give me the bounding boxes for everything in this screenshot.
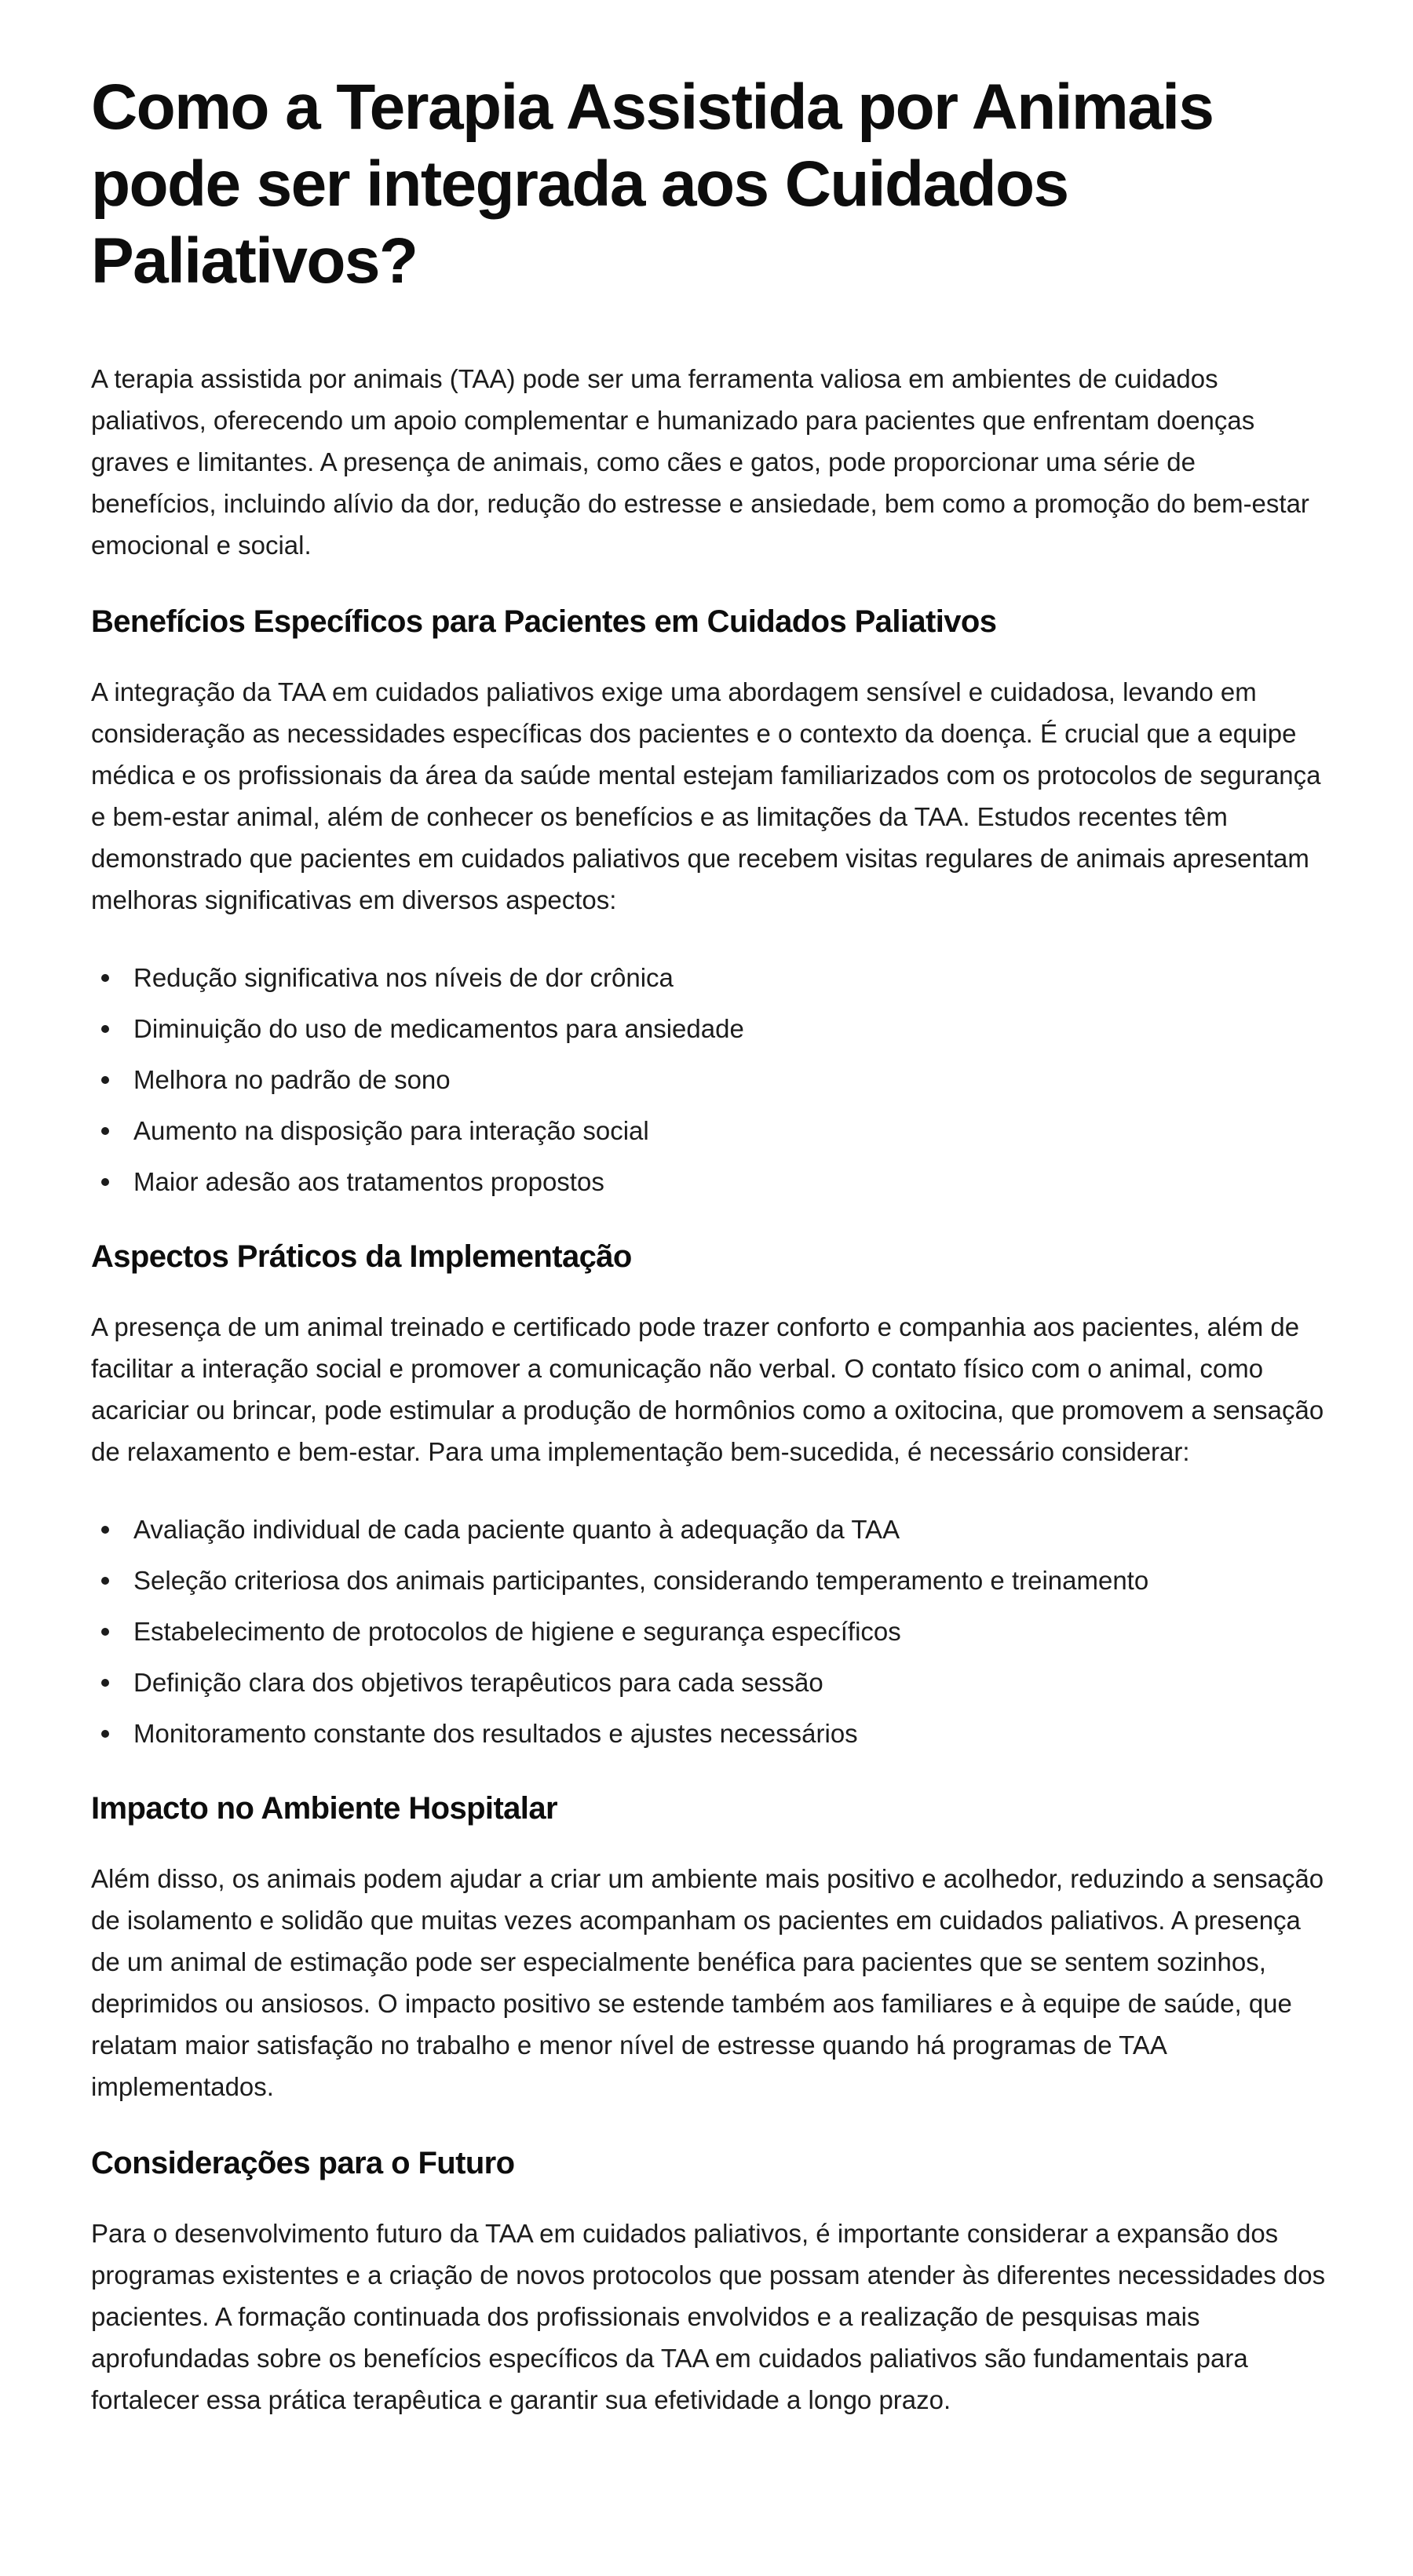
- list-item-text: Monitoramento constante dos resultados e ajustes necessários: [133, 1719, 858, 1748]
- list-item-text: Estabelecimento de protocolos de higiene e segurança específicos: [133, 1617, 901, 1646]
- list-item-text: Aumento na disposição para interação social: [133, 1116, 649, 1145]
- list-item: [133, 1560, 1327, 1601]
- list-item: [133, 1509, 1327, 1550]
- section-benefits: [91, 602, 1327, 1202]
- section-heading: Considerações para o Futuro: [91, 2146, 515, 2180]
- list-item-text: Diminuição do uso de medicamentos para ansiedade: [133, 1014, 744, 1043]
- list-item: [133, 1662, 1327, 1703]
- section-paragraph: A presença de um animal treinado e certificado pode trazer conforto e companhia aos pacientes, além de facilitar a interação social e promover a comunicação não verbal. O contato físico com o animal, como acariciar ou brincar, pode estimular a produção de hormônios como a oxitocina, que promovem a sensação de relaxamento e bem-estar. Para uma implementação bem-sucedida, é necessário considerar:: [91, 1312, 1324, 1466]
- bullet-icon: [101, 1628, 109, 1636]
- section-heading: Aspectos Práticos da Implementação: [91, 1239, 632, 1274]
- bullet-icon: [101, 1025, 109, 1033]
- list-item: [133, 1008, 1327, 1049]
- list-item-text: Melhora no padrão de sono: [133, 1065, 451, 1094]
- list-item: [133, 957, 1327, 998]
- bullet-icon: [101, 1526, 109, 1534]
- section-heading: Benefícios Específicos para Pacientes em Cuidados Paliativos: [91, 604, 997, 639]
- list-item-text: Seleção criteriosa dos animais participantes, considerando temperamento e treinamento: [133, 1566, 1149, 1595]
- section-heading: Impacto no Ambiente Hospitalar: [91, 1791, 557, 1826]
- section-paragraph: Para o desenvolvimento futuro da TAA em cuidados paliativos, é importante considerar a expansão dos programas existentes e a criação de novos protocolos que possam atender às diferentes necessidades dos pacientes. A formação continuada dos profissionais envolvidos e a realização de pesquisas mais aprofundadas sobre os benefícios específicos da TAA em cuidados paliativos são fundamentais para fortalecer essa prática terapêutica e garantir sua efetividade a longo prazo.: [91, 2219, 1326, 2414]
- bullet-icon: [101, 1178, 109, 1186]
- bullet-icon: [101, 1076, 109, 1084]
- list-item: [133, 1110, 1327, 1151]
- article-title: Como a Terapia Assistida por Animais pode ser integrada aos Cuidados Paliativos?: [91, 71, 1214, 297]
- bullet-icon: [101, 1679, 109, 1687]
- list-item-text: Avaliação individual de cada paciente quanto à adequação da TAA: [133, 1515, 900, 1544]
- list-item-text: Redução significativa nos níveis de dor crônica: [133, 963, 674, 992]
- list-item: [133, 1161, 1327, 1202]
- list-item: [133, 1713, 1327, 1754]
- section-implementation: [91, 1237, 1327, 1754]
- benefits-list: [91, 957, 1327, 1202]
- section-future: [91, 2144, 1327, 2421]
- bullet-icon: [101, 1577, 109, 1585]
- intro-paragraph: A terapia assistida por animais (TAA) pode ser uma ferramenta valiosa em ambientes de cuidados paliativos, oferecendo um apoio complementar e humanizado para pacientes que enfrentam doenças graves e limitantes. A presença de animais, como cães e gatos, pode proporcionar uma série de benefícios, incluindo alívio da dor, redução do estresse e ansiedade, bem como a promoção do bem-estar emocional e social.: [91, 364, 1309, 560]
- list-item: [133, 1611, 1327, 1652]
- implementation-list: [91, 1509, 1327, 1754]
- section-paragraph: A integração da TAA em cuidados paliativos exige uma abordagem sensível e cuidadosa, levando em consideração as necessidades específicas dos pacientes e o contexto da doença. É crucial que a equipe médica e os profissionais da área da saúde mental estejam familiarizados com os protocolos de segurança e bem-estar animal, além de conhecer os benefícios e as limitações da TAA. Estudos recentes têm demonstrado que pacientes em cuidados paliativos que recebem visitas regulares de animais apresentam melhoras significativas em diversos aspectos:: [91, 677, 1321, 914]
- bullet-icon: [101, 974, 109, 982]
- bullet-icon: [101, 1730, 109, 1738]
- section-hospital-impact: [91, 1789, 1327, 2107]
- list-item-text: Definição clara dos objetivos terapêuticos para cada sessão: [133, 1668, 823, 1697]
- list-item-text: Maior adesão aos tratamentos propostos: [133, 1167, 604, 1196]
- list-item: [133, 1059, 1327, 1100]
- section-paragraph: Além disso, os animais podem ajudar a criar um ambiente mais positivo e acolhedor, reduzindo a sensação de isolamento e solidão que muitas vezes acompanham os pacientes em cuidados paliativos. A presença de um animal de estimação pode ser especialmente benéfica para pacientes que se sentem sozinhos, deprimidos ou ansiosos. O impacto positivo se estende também aos familiares e à equipe de saúde, que relatam maior satisfação no trabalho e menor nível de estresse quando há programas de TAA implementados.: [91, 1864, 1324, 2101]
- bullet-icon: [101, 1127, 109, 1135]
